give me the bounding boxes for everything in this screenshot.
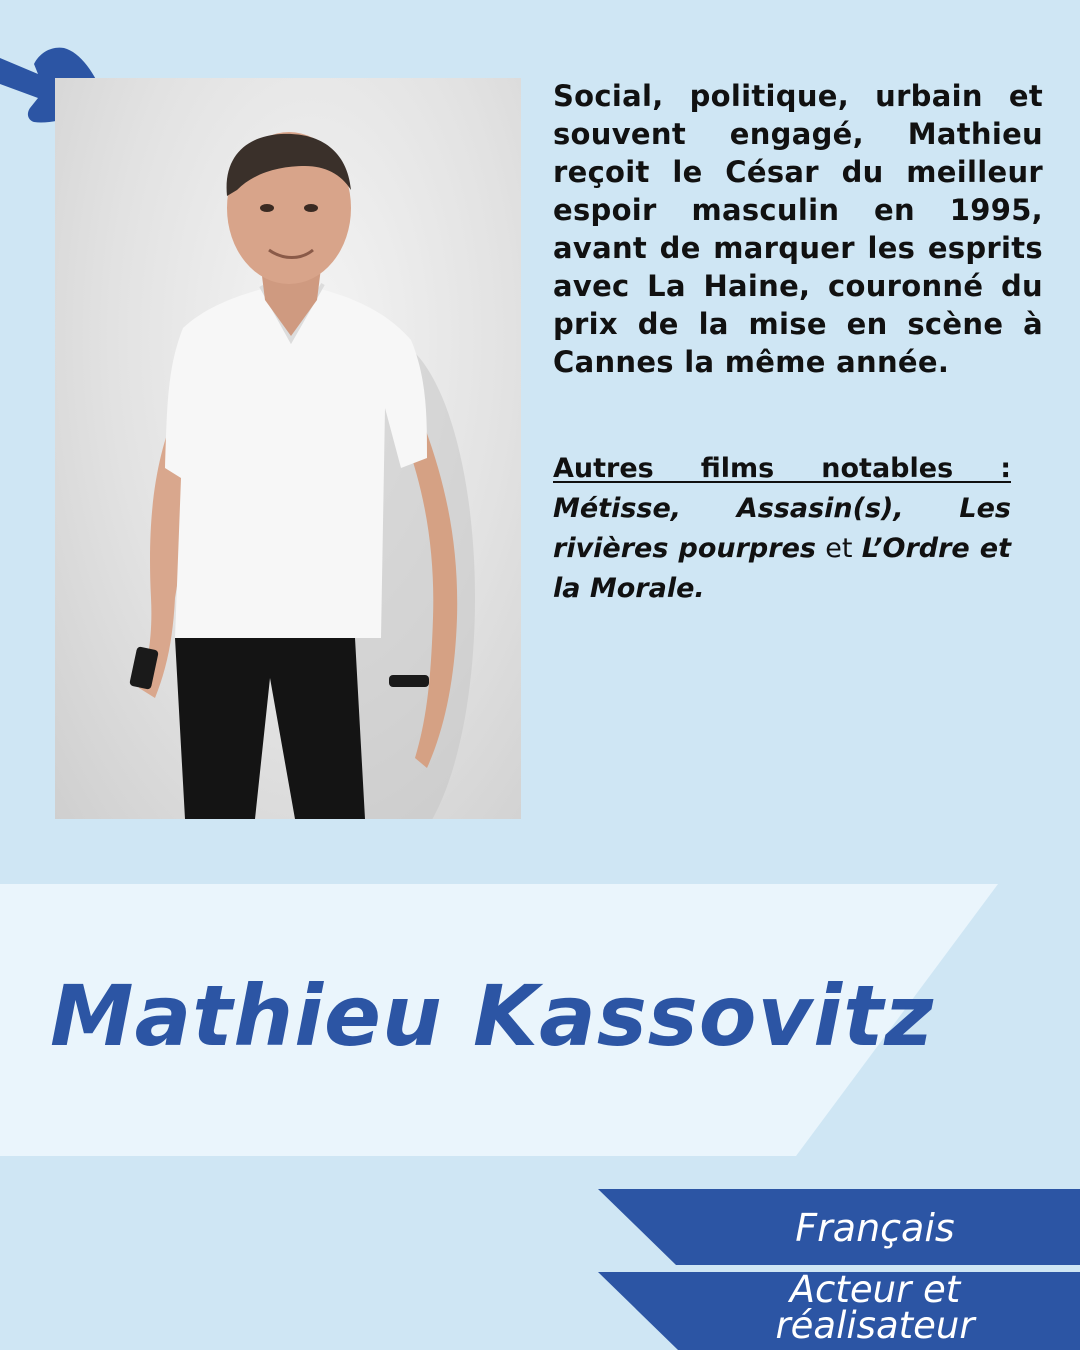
person-illustration	[55, 78, 521, 819]
nationality-label: Français	[795, 1206, 955, 1250]
notable-films-label: Autres films notables :	[553, 453, 1011, 484]
film-title: Assasin(s),	[736, 493, 904, 524]
person-name: Mathieu Kassovitz	[50, 967, 935, 1065]
portrait-photo	[55, 78, 521, 819]
film-connector: et	[825, 533, 853, 564]
notable-films	[553, 449, 1011, 609]
bio-paragraph: Social, politique, urbain et souvent engagé, Mathieu reçoit le César du meilleur espoir masculin en 1995, avant de marquer les esprits avec La Haine, couronné du prix de la mise en scène à Cannes la même année.	[553, 79, 1043, 379]
role-label: Acteur et réalisateur	[775, 1268, 975, 1347]
film-title: Métisse,	[553, 493, 682, 524]
film-title: L’Ordre et la Morale.	[553, 533, 1012, 604]
film-title: Les rivières pourpres	[553, 493, 1011, 564]
